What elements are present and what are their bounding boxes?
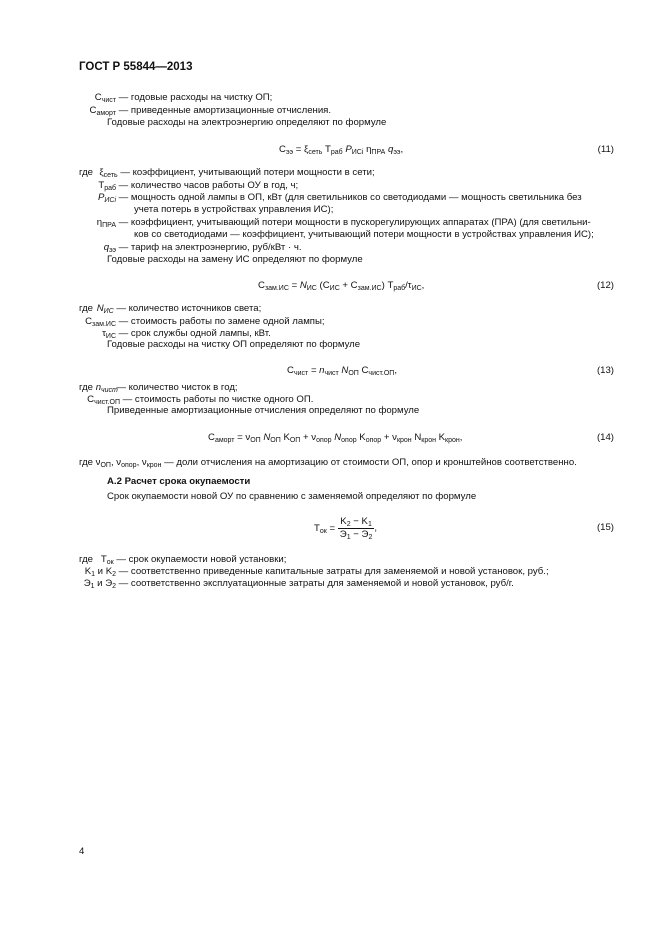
formula-13-number: (13) xyxy=(596,365,614,376)
def-eta-pra-cont: ков со светодиодами — коэффициент, учитывающий потери мощности в устройствах управления ИС); xyxy=(134,229,594,240)
formula-14-number: (14) xyxy=(596,432,614,443)
formula-14: $С_{аморт} = \nu_{ОП}$ $N_{ОП}$ $K_{ОП} + \nu_{опор}$ $N_{опор}$ $K_{опор} + \nu_{крон}$ $N_{крон}$ $K_{крон}$, xyxy=(208,432,463,444)
def-c-zam: $C_{зам.ИС}$ — стоимость работы по замене одной лампы; xyxy=(85,316,325,328)
formula-11-number: (11) xyxy=(597,144,614,155)
def-p-isi: $P_{ИСi}$ — мощность одной лампы в ОП, кВт (для светильников со светодиодами — мощность светильника без xyxy=(97,192,582,204)
page-header: ГОСТ Р 55844—2013 xyxy=(79,61,193,73)
paragraph-clean: Годовые расходы на чистку ОП определяют по формуле xyxy=(107,339,361,350)
def-t-ok: где $T_{ок}$ — срок окупаемости новой установки; xyxy=(79,554,287,566)
def-eta-pra: $\eta_{ПРА}$ — коэффициент, учитывающий потери мощности в пускорегулирующих аппаратах (ПРА) (для светильни- xyxy=(96,217,591,229)
def-xi-set: где $\xi_{сеть}$ — коэффициент, учитывающий потери мощности в сети; xyxy=(79,167,375,179)
paragraph-energy: Годовые расходы на электроэнергию определяют по формуле xyxy=(107,117,387,128)
section-heading: А.2 Расчет срока окупаемости xyxy=(107,476,251,487)
def-t-rab: $T_{раб}$ — количество часов работы ОУ в год, ч; xyxy=(98,180,299,192)
formula-12: $С_{зам.ИС} = N_{ИС}$ $(С_{ИС} + С_{зам.ИС})$ $T_{раб}/\tau_{ИС}$, xyxy=(258,280,425,292)
formula-12-number: (12) xyxy=(596,280,614,291)
formula-15-fraction xyxy=(338,516,375,541)
def-c-chist-op: $C_{чист.ОП}$ — стоимость работы по чистке одного ОП. xyxy=(87,394,314,406)
paragraph-amort: Приведенные амортизационные отчисления определяют по формуле xyxy=(107,405,420,416)
def-c-chist: $C_{чист}$ — годовые расходы на чистку ОП; xyxy=(94,92,273,104)
def-tau-is: $\tau_{ИС}$ — срок службы одной лампы, кВт. xyxy=(102,328,271,340)
def-k1-k2: $K_1$ и $K_2$ — соответственно приведенные капитальные затраты для заменяемой и новой установок, руб.; xyxy=(84,566,549,578)
def-nu-shares: где $\nu_{ОП}$, $\nu_{опор}$, $\nu_{крон}$ — доли отчисления на амортизацию от стоимости ОП, опор и кронштейнов соответственно. xyxy=(79,457,577,469)
formula-15-numerator: $K_2 - K_1$ xyxy=(338,516,375,529)
def-p-isi-cont: учета потерь в устройствах управления ИС); xyxy=(134,204,334,215)
def-n-is: где $N_{ИС}$ — количество источников света; xyxy=(79,303,262,315)
formula-11: $С_{ээ} = \xi_{сеть}$ $T_{раб}$ $P_{ИСi}$ $\eta_{ПРА}$ $q_{ээ}$, xyxy=(279,144,404,156)
paragraph-lamp: Годовые расходы на замену ИС определяют по формуле xyxy=(107,254,363,265)
formula-15-denominator: $Э_1 - Э_2$ xyxy=(339,529,373,541)
def-q-ee: $q_{ээ}$ — тариф на электроэнергию, руб/кВт · ч. xyxy=(103,242,302,254)
paragraph-payback: Срок окупаемости новой ОУ по сравнению с заменяемой определяют по формуле xyxy=(107,491,477,502)
def-c-amort: $C_{аморт}$ — приведенные амортизационные отчисления. xyxy=(89,105,332,117)
formula-13: $С_{чист} = n_{чист}$ $N_{ОП}$ $С_{чист.ОП}$, xyxy=(287,365,398,377)
formula-15: $T_{ок}$ = $\frac{K_2 - K_1}{Э_1 - Э_2}$ , xyxy=(314,516,378,541)
page-number: 4 xyxy=(79,846,85,857)
formula-15-number: (15) xyxy=(596,522,614,533)
def-e1-e2: $Э_1$ и $Э_2$ — соответственно эксплуатационные затраты для заменяемой и новой установок, руб/г. xyxy=(83,578,514,590)
def-n-chist: где $n_{чист}$ — количество чисток в год; xyxy=(79,382,238,394)
